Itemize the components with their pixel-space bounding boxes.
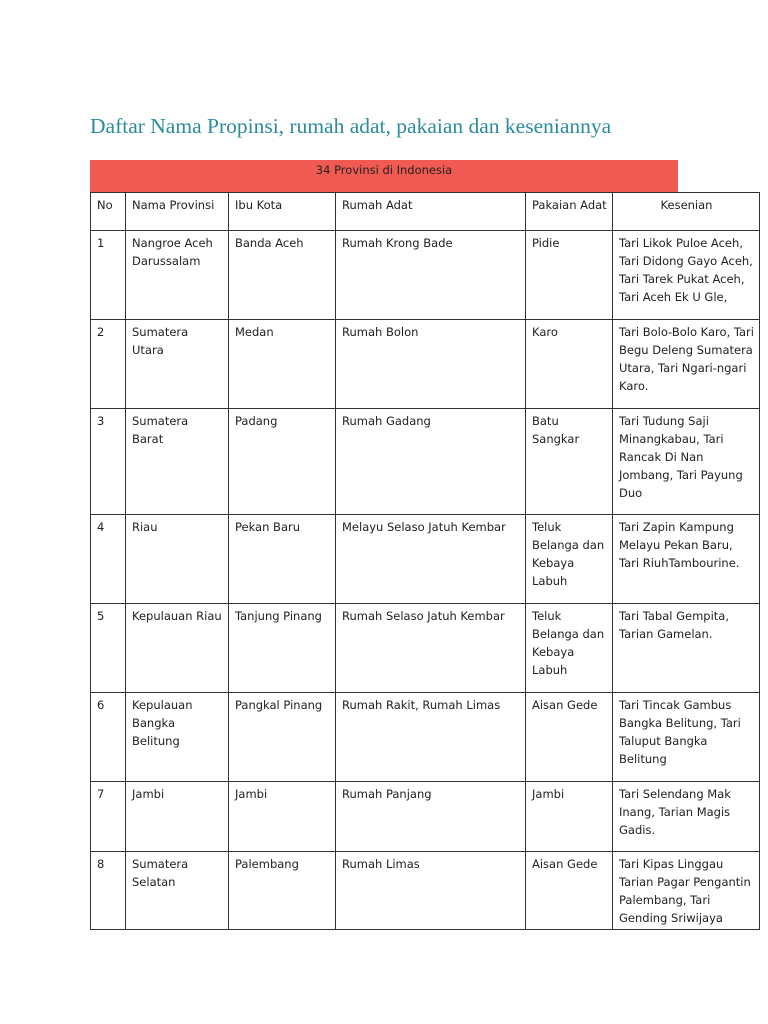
cell-arts: Tari Tudung Saji Minangkabau, Tari Rancak Di Nan Jombang, Tari Payung Duo <box>613 409 760 515</box>
header-capital: Ibu Kota <box>229 193 336 231</box>
cell-house: Rumah Krong Bade <box>336 231 526 320</box>
cell-clothing: Karo <box>526 320 613 409</box>
cell-house: Rumah Selaso Jatuh Kembar <box>336 604 526 693</box>
cell-capital: Banda Aceh <box>229 231 336 320</box>
cell-no: 1 <box>91 231 126 320</box>
table-caption-banner: 34 Provinsi di Indonesia <box>90 160 678 192</box>
cell-no: 6 <box>91 693 126 782</box>
cell-house: Rumah Rakit, Rumah Limas <box>336 693 526 782</box>
cell-capital: Palembang <box>229 852 336 930</box>
cell-province: Sumatera Selatan <box>126 852 229 930</box>
cell-capital: Tanjung Pinang <box>229 604 336 693</box>
cell-clothing: Teluk Belanga dan Kebaya Labuh <box>526 604 613 693</box>
cell-clothing: Pidie <box>526 231 613 320</box>
cell-capital: Padang <box>229 409 336 515</box>
cell-clothing: Jambi <box>526 782 613 852</box>
table-row <box>91 693 760 782</box>
cell-no: 8 <box>91 852 126 930</box>
cell-no: 4 <box>91 515 126 604</box>
table-row <box>91 604 760 693</box>
cell-province: Kepulauan Riau <box>126 604 229 693</box>
table-row <box>91 231 760 320</box>
cell-arts: Tari Selendang Mak Inang, Tarian Magis Gadis. <box>613 782 760 852</box>
cell-capital: Pekan Baru <box>229 515 336 604</box>
cell-arts: Tari Likok Puloe Aceh, Tari Didong Gayo Aceh, Tari Tarek Pukat Aceh, Tari Aceh Ek U Gle, <box>613 231 760 320</box>
table-row <box>91 320 760 409</box>
header-arts: Kesenian <box>613 193 760 231</box>
table-row <box>91 515 760 604</box>
cell-clothing: Batu Sangkar <box>526 409 613 515</box>
cell-house: Rumah Panjang <box>336 782 526 852</box>
cell-province: Sumatera Barat <box>126 409 229 515</box>
province-table <box>90 192 760 930</box>
table-row <box>91 852 760 930</box>
cell-arts: Tari Zapin Kampung Melayu Pekan Baru, Tari RiuhTambourine. <box>613 515 760 604</box>
header-clothing: Pakaian Adat <box>526 193 613 231</box>
cell-arts: Tari Kipas Linggau Tarian Pagar Pengantin Palembang, Tari Gending Sriwijaya <box>613 852 760 930</box>
cell-capital: Pangkal Pinang <box>229 693 336 782</box>
document-title: Daftar Nama Propinsi, rumah adat, pakaian dan keseniannya <box>90 114 612 138</box>
table-row <box>91 782 760 852</box>
cell-province: Riau <box>126 515 229 604</box>
cell-arts: Tari Tabal Gempita, Tarian Gamelan. <box>613 604 760 693</box>
cell-no: 2 <box>91 320 126 409</box>
cell-clothing: Teluk Belanga dan Kebaya Labuh <box>526 515 613 604</box>
cell-capital: Medan <box>229 320 336 409</box>
cell-house: Melayu Selaso Jatuh Kembar <box>336 515 526 604</box>
cell-province: Sumatera Utara <box>126 320 229 409</box>
cell-arts: Tari Bolo-Bolo Karo, Tari Begu Deleng Sumatera Utara, Tari Ngari-ngari Karo. <box>613 320 760 409</box>
cell-house: Rumah Gadang <box>336 409 526 515</box>
cell-province: Kepulauan Bangka Belitung <box>126 693 229 782</box>
header-no: No <box>91 193 126 231</box>
cell-province: Jambi <box>126 782 229 852</box>
cell-no: 7 <box>91 782 126 852</box>
cell-clothing: Aisan Gede <box>526 693 613 782</box>
header-province: Nama Provinsi <box>126 193 229 231</box>
cell-no: 5 <box>91 604 126 693</box>
cell-clothing: Aisan Gede <box>526 852 613 930</box>
table-header-row <box>91 193 760 231</box>
table-row <box>91 409 760 515</box>
cell-no: 3 <box>91 409 126 515</box>
cell-capital: Jambi <box>229 782 336 852</box>
cell-province: Nangroe Aceh Darussalam <box>126 231 229 320</box>
cell-house: Rumah Bolon <box>336 320 526 409</box>
cell-house: Rumah Limas <box>336 852 526 930</box>
cell-arts: Tari Tincak Gambus Bangka Belitung, Tari Taluput Bangka Belitung <box>613 693 760 782</box>
header-house: Rumah Adat <box>336 193 526 231</box>
